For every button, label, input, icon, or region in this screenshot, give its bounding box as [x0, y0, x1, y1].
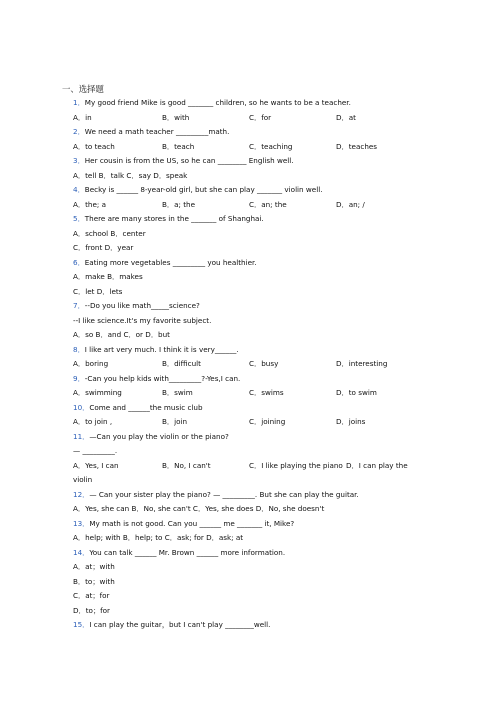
option-a: A．at；with: [73, 562, 115, 571]
question-2: [73, 128, 229, 135]
question-text: --Do you like math_____science?: [84, 301, 200, 310]
options-line: C．let D．lets: [73, 287, 123, 296]
question-text: There are many stores in the _______ of Shanghai.: [84, 214, 264, 223]
question-text: My good friend Mike is good _______ children, so he wants to be a teacher.: [84, 98, 351, 107]
question-1: [73, 99, 351, 106]
option-b: B．with: [162, 113, 190, 122]
options-line: C．front D．year: [73, 243, 134, 252]
question-number: 11．: [73, 432, 90, 441]
option-c: C．at；for: [73, 591, 110, 600]
option-a: A．to join ,: [73, 417, 113, 426]
question-number: 15．: [73, 620, 90, 629]
option-c: C．teaching: [249, 142, 293, 151]
question-number: 3．: [73, 156, 85, 165]
options-line: A．so B．and C．or D．but: [73, 330, 170, 339]
option-d-wrap: violin: [73, 475, 93, 484]
question-9: [73, 375, 240, 382]
question-3: [73, 157, 294, 164]
question-number: 7．: [73, 301, 85, 310]
option-d: D．at: [336, 113, 356, 122]
question-14: [73, 549, 285, 556]
question-text: My math is not good. Can you ______ me _______ it, Mike?: [89, 519, 295, 528]
question-text: We need a math teacher _________math.: [84, 127, 230, 136]
question-number: 4．: [73, 185, 85, 194]
option-b: B．a; the: [162, 200, 196, 209]
question-number: 13．: [73, 519, 90, 528]
question-text: — Can your sister play the piano? — _________. But she can play the guitar.: [89, 490, 359, 499]
question-5: [73, 215, 264, 222]
option-a: A．in: [73, 113, 92, 122]
question-4: [73, 186, 322, 193]
question-number: 10．: [73, 403, 90, 412]
option-c: C．I like playing the piano: [249, 461, 343, 470]
option-b: B．join: [162, 417, 188, 426]
question-8: [73, 346, 239, 353]
question-number: 12．: [73, 490, 90, 499]
question-number: 8．: [73, 345, 85, 354]
question-text: -Can you help kids with_________?-Yes,I can.: [84, 374, 241, 383]
question-text: —Can you play the violin or the piano?: [89, 432, 229, 441]
option-c: C．joining: [249, 417, 286, 426]
question-number: 14．: [73, 548, 90, 557]
question-text: Eating more vegetables _________ you healthier.: [84, 258, 257, 267]
question-text: I can play the guitar，but I can't play ________well.: [89, 620, 271, 629]
question-text-line2: — _________.: [73, 446, 118, 455]
question-number: 1．: [73, 98, 85, 107]
option-d: D．to；for: [73, 606, 111, 615]
options-line: A．make B．makes: [73, 272, 143, 281]
option-b: B．to；with: [73, 577, 115, 586]
option-d: D．joins: [336, 417, 366, 426]
question-number: 6．: [73, 258, 85, 267]
option-d: D．to swim: [336, 388, 377, 397]
question-text: Becky is ______ 8-year-old girl, but she can play _______ violin well.: [84, 185, 323, 194]
question-text: Come and ______the music club: [89, 403, 203, 412]
question-6: [73, 259, 257, 266]
question-text-line2: --I like science.It's my favorite subject.: [73, 316, 212, 325]
option-b: B．swim: [162, 388, 193, 397]
question-text: You can talk ______ Mr. Brown ______ more information.: [89, 548, 286, 557]
option-b: B．difficult: [162, 359, 201, 368]
question-number: 5．: [73, 214, 85, 223]
question-number: 2．: [73, 127, 85, 136]
option-c: C．for: [249, 113, 272, 122]
section-title: 一、选择题: [62, 84, 104, 94]
option-d: D．I can play the: [346, 461, 408, 470]
option-d: D．an; /: [336, 200, 365, 209]
question-15: [73, 621, 270, 628]
options-line: A．Yes, she can B．No, she can't C．Yes, she does D．No, she doesn't: [73, 504, 325, 513]
options-line: A．tell B．talk C．say D．speak: [73, 171, 188, 180]
question-text: I like art very much. I think it is very______.: [84, 345, 239, 354]
question-11: [73, 433, 229, 440]
question-7: [73, 302, 200, 309]
question-12: [73, 491, 359, 498]
option-a: A．swimming: [73, 388, 122, 397]
option-b: B．No, I can't: [162, 461, 211, 470]
question-13: [73, 520, 294, 527]
question-number: 9．: [73, 374, 85, 383]
option-b: B．teach: [162, 142, 195, 151]
option-d: D．interesting: [336, 359, 388, 368]
option-d: D．teaches: [336, 142, 378, 151]
option-c: C．swims: [249, 388, 284, 397]
option-a: A．boring: [73, 359, 109, 368]
question-10: [73, 404, 203, 411]
option-a: A．to teach: [73, 142, 115, 151]
question-text: Her cousin is from the US, so he can ________ English well.: [84, 156, 294, 165]
option-c: C．an; the: [249, 200, 287, 209]
option-c: C．busy: [249, 359, 279, 368]
option-a: A．the; a: [73, 200, 107, 209]
options-line: A．school B．center: [73, 229, 146, 238]
options-line: A．help; with B．help; to C．ask; for D．ask; at: [73, 533, 244, 542]
option-a: A．Yes, I can: [73, 461, 119, 470]
